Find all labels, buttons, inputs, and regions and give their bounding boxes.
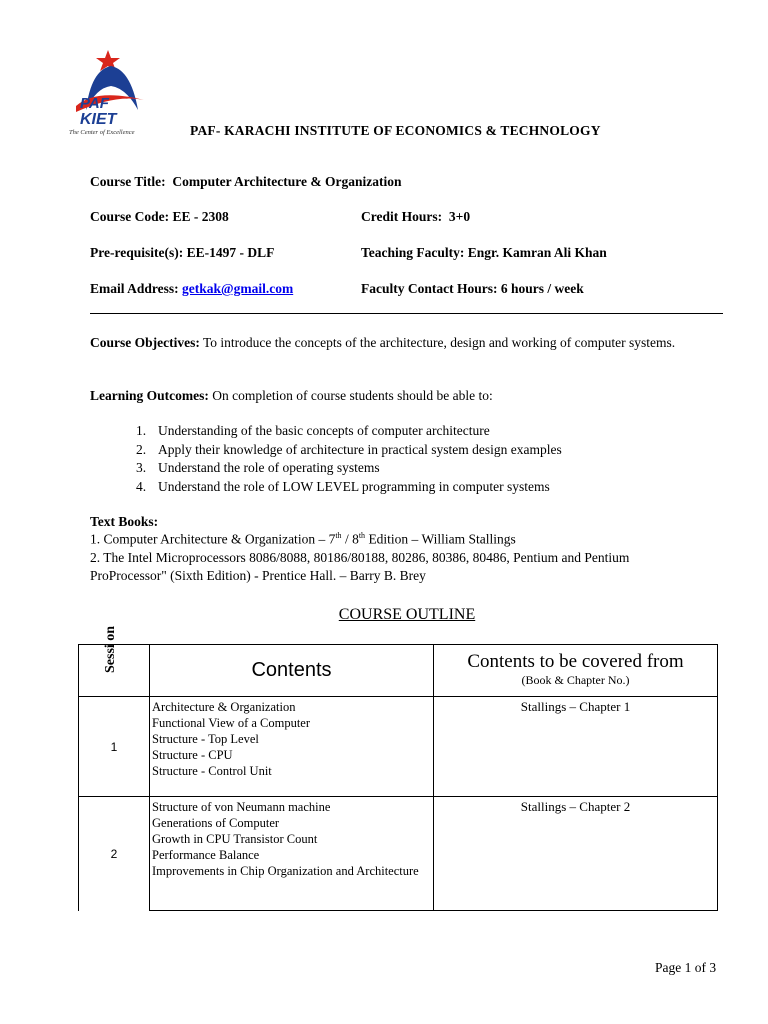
page-number: Page 1 of 3 xyxy=(655,960,717,975)
table-row xyxy=(79,697,718,797)
session-source: Stallings – Chapter 1 xyxy=(434,697,718,797)
table-row xyxy=(79,797,718,911)
faculty-contact-hours: Faculty Contact Hours: 6 hours / week xyxy=(361,281,584,296)
credit-hours: Credit Hours: 3+0 xyxy=(361,209,471,224)
contents-column-header: Contents xyxy=(150,645,434,697)
list-item: 2. Apply their knowledge of architecture in practical system design examples xyxy=(136,441,562,457)
email-address: Email Address: getkak@gmail.com xyxy=(90,281,294,296)
prerequisites: Pre-requisite(s): EE-1497 - DLF xyxy=(90,245,275,260)
course-title: Course Title: Computer Architecture & Organization xyxy=(90,174,402,189)
list-item: 4. Understand the role of LOW LEVEL programming in computer systems xyxy=(136,478,550,494)
list-item: 1. Understanding of the basic concepts of computer architecture xyxy=(136,423,490,438)
course-outline-title: COURSE OUTLINE xyxy=(338,606,476,623)
session-number: 1 xyxy=(79,697,150,797)
institute-logo xyxy=(66,48,156,138)
textbook-1: 1. Computer Architecture & Organization – 7th / 8th Edition – William Stallings xyxy=(90,531,516,547)
svg-text:PAF: PAF xyxy=(80,95,109,112)
textbooks-heading: Text Books: xyxy=(90,514,159,529)
session-column-header: Sessi on xyxy=(79,645,150,697)
svg-text:The Center of Excellence: The Center of Excellence xyxy=(69,129,135,136)
svg-text:KIET: KIET xyxy=(80,111,117,128)
course-objectives: Course Objectives: To introduce the concepts of the architecture, design and working of computer systems. xyxy=(90,335,676,350)
covered-column-header: Contents to be covered from (Book & Chapter No.) xyxy=(434,645,718,697)
institute-name: PAF- KARACHI INSTITUTE OF ECONOMICS & TECHNOLOGY xyxy=(190,123,601,138)
email-link[interactable]: getkak@gmail.com xyxy=(182,281,294,296)
list-item: 3. Understand the role of operating systems xyxy=(136,460,380,475)
session-contents: Architecture & Organization Functional View of a Computer Structure - Top Level Structure - CPU Structure - Control Unit xyxy=(150,697,434,797)
session-number: 2 xyxy=(79,797,150,911)
course-code: Course Code: EE - 2308 xyxy=(90,209,229,224)
logo-emblem-icon xyxy=(66,48,156,138)
outcomes-list xyxy=(136,423,562,497)
session-source: Stallings – Chapter 2 xyxy=(434,797,718,911)
divider xyxy=(90,313,723,314)
teaching-faculty: Teaching Faculty: Engr. Kamran Ali Khan xyxy=(361,245,607,260)
course-outline-table xyxy=(78,625,718,911)
session-contents: Structure of von Neumann machine Generations of Computer Growth in CPU Transistor Count Performance Balance Improvements in Chip Organization and Architecture xyxy=(150,797,434,911)
textbook-2: 2. The Intel Microprocessors 8086/8088, 80186/80188, 80286, 80386, 80486, Pentium and Pentium ProProcessor" (Sixth Edition) - Prentice Hall. – Barry B. Brey xyxy=(90,550,630,583)
learning-outcomes: Learning Outcomes: On completion of course students should be able to: xyxy=(90,388,493,403)
